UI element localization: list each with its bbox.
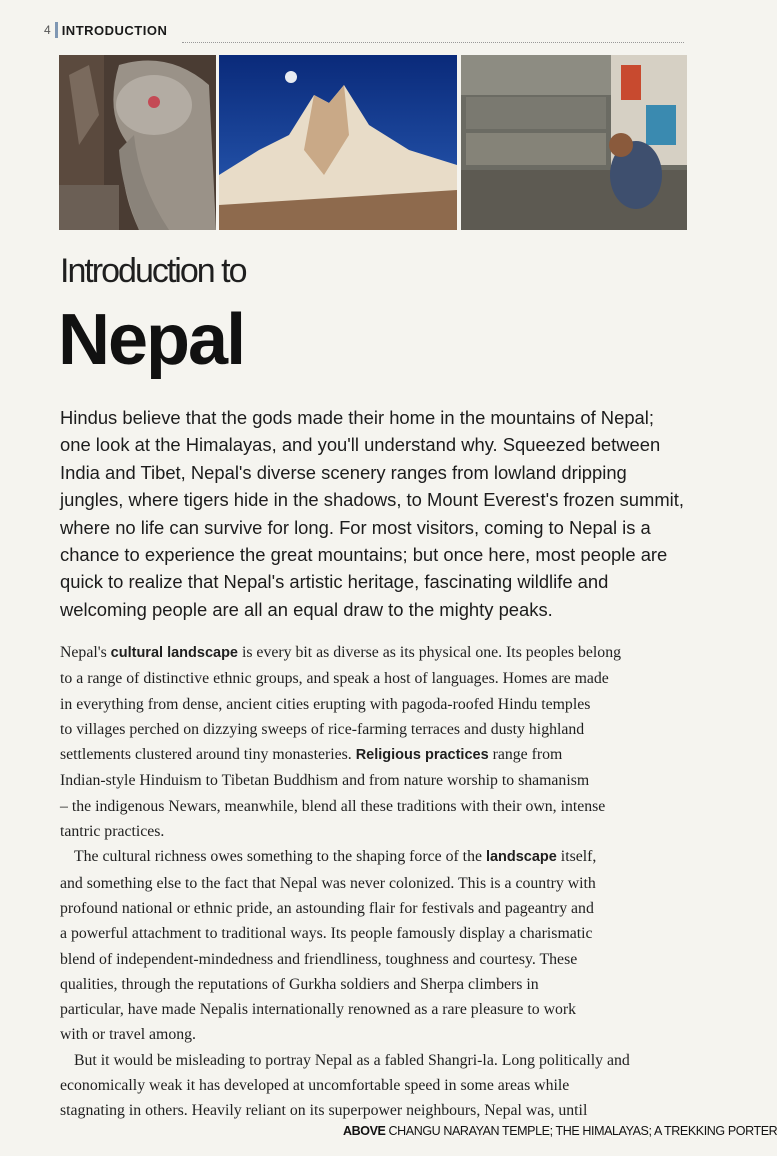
lead-line: India and Tibet, Nepal's diverse scenery ranges from lowland dripping bbox=[60, 461, 627, 483]
text-run: itself, bbox=[556, 848, 597, 866]
body-line: a powerful attachment to traditional ways. Its people famously display a charismatic bbox=[60, 925, 593, 943]
lead-line: jungles, where tigers hide in the shadows, to Mount Everest's frozen summit, bbox=[60, 489, 684, 511]
text-run: is every bit as diverse as its physical one. Its peoples belong bbox=[238, 644, 621, 661]
lead-paragraph bbox=[60, 404, 685, 623]
body-line: in everything from dense, ancient cities erupting with pagoda-roofed Hindu temples bbox=[60, 695, 591, 713]
body-line: Indian-style Hinduism to Tibetan Buddhism and from nature worship to shamanism bbox=[60, 772, 590, 790]
body-line: blend of independent-mindedness and friendliness, toughness and courtesy. These bbox=[60, 950, 578, 968]
lead-line: chance to experience the great mountains; but once here, most people are bbox=[60, 544, 668, 566]
photo-elephant-statue bbox=[59, 55, 216, 230]
text-run: The cultural richness owes something to the shaping force of the bbox=[74, 848, 486, 866]
text-run: settlements clustered around tiny monasteries. bbox=[60, 746, 356, 764]
body-line: qualities, through the reputations of Gurkha soldiers and Sherpa climbers in bbox=[60, 975, 539, 993]
body-line: profound national or ethnic pride, an astounding flair for festivals and pageantry and bbox=[60, 899, 594, 917]
body-line bbox=[60, 844, 700, 870]
photo-mani-stones-porter bbox=[461, 55, 687, 230]
body-line: and something else to the fact that Nepal was never colonized. This is a country with bbox=[60, 874, 596, 892]
text-run: range from bbox=[488, 746, 563, 764]
body-line: – the indigenous Newars, meanwhile, blend all these traditions with their own, intense bbox=[60, 797, 606, 815]
body-line: stagnating in others. Heavily reliant on its superpower neighbours, Nepal was, until bbox=[60, 1102, 588, 1120]
lead-line: where no life can survive for long. For most visitors, coming to Nepal is a bbox=[60, 516, 651, 538]
lead-line: quick to realize that Nepal's artistic heritage, fascinating wildlife and bbox=[60, 571, 609, 593]
heading-main: Nepal bbox=[58, 300, 245, 380]
text-run: Nepal's bbox=[60, 644, 111, 661]
heading-kicker: Introduction to bbox=[60, 252, 246, 290]
body-line: to villages perched on dizzying sweeps of rice-farming terraces and dusty highland bbox=[60, 720, 585, 738]
photo-himalaya-peak bbox=[219, 55, 457, 230]
header-rule bbox=[182, 42, 684, 43]
photo-caption bbox=[343, 1124, 777, 1138]
body-line: economically weak it has developed at uncomfortable speed in some areas while bbox=[60, 1077, 570, 1095]
body-line: tantric practices. bbox=[60, 823, 165, 841]
caption-text: CHANGU NARAYAN TEMPLE; THE HIMALAYAS; A TREKKING PORTER bbox=[388, 1124, 777, 1138]
keyword-landscape: landscape bbox=[485, 849, 557, 866]
body-line: But it would be misleading to portray Nepal as a fabled Shangri-la. Long politically and bbox=[74, 1051, 630, 1069]
body-line: with or travel among. bbox=[60, 1026, 196, 1044]
lead-line: welcoming people are all an equal draw to the mighty peaks. bbox=[60, 598, 553, 620]
body-line: particular, have made Nepalis internationally renowned as a rare pleasure to work bbox=[60, 1001, 577, 1019]
keyword-religious-practices: Religious practices bbox=[355, 747, 489, 764]
body-line bbox=[60, 742, 700, 768]
section-title: INTRODUCTION bbox=[61, 22, 168, 38]
page-number: 4 bbox=[44, 23, 51, 37]
lead-line: one look at the Himalayas, and you'll understand why. Squeezed between bbox=[60, 434, 661, 456]
header-accent-bar bbox=[55, 22, 58, 38]
body-text bbox=[60, 640, 700, 1124]
body-line: to a range of distinctive ethnic groups, and speak a host of languages. Homes are made bbox=[60, 670, 609, 688]
body-line bbox=[60, 640, 700, 666]
running-header bbox=[44, 22, 167, 38]
keyword-cultural-landscape: cultural landscape bbox=[110, 645, 238, 661]
caption-label: ABOVE bbox=[343, 1124, 386, 1138]
lead-line: Hindus believe that the gods made their home in the mountains of Nepal; bbox=[60, 407, 654, 428]
